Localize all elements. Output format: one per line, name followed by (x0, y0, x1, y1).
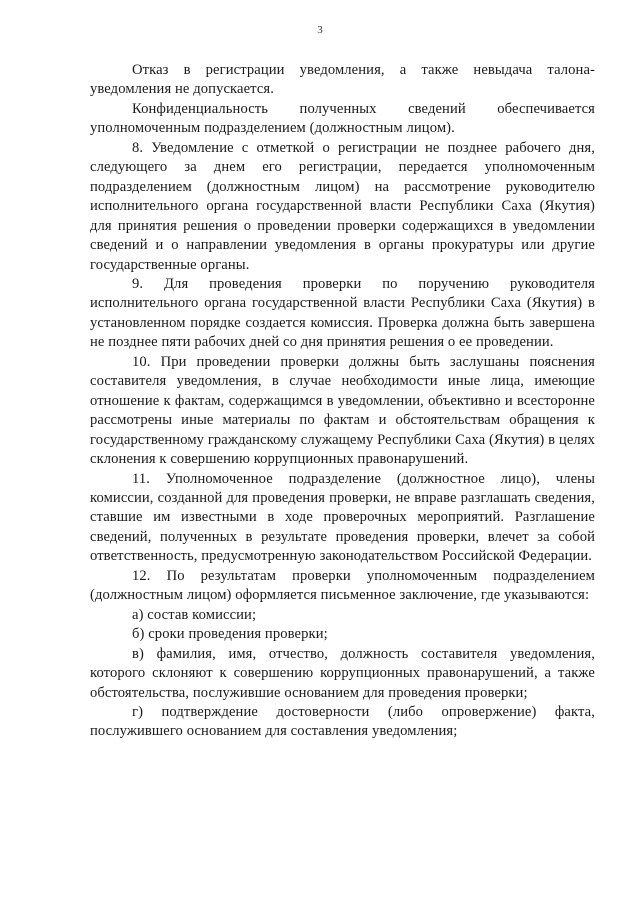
list-item-b: б) сроки проведения проверки; (132, 626, 328, 643)
paragraph-refusal: Отказ в регистрации уведомления, а также невыдача талона-уведомления не допускается. (90, 62, 595, 98)
list-item-g: г) подтверждение достоверности (либо опровержение) факта, послужившего основанием для составления уведомления; (90, 703, 595, 740)
paragraph-10: 10. При проведении проверки должны быть заслушаны пояснения составителя уведомления, в случае необходимости иные лица, имеющие отношение к фактам, содержащимся в уведомлении, объективно и всесторонне рассмотрены иные материалы по фактам и обстоятельствам обращения к государственному гражданскому служащему Республики Саха (Якутия) в целях склонения к совершению коррупционных правонарушений. (90, 353, 595, 468)
page-number: 3 (317, 24, 323, 36)
document-body (90, 61, 595, 742)
paragraph-8: 8. Уведомление с отметкой о регистрации не позднее рабочего дня, следующего за днем его регистрации, передается уполномоченным подразделением (должностным лицом) на рассмотрение руководителю исполнительного органа государственной власти Республики Саха (Якутия) для принятия решения о проведении проверки содержащихся в уведомлении сведений и о направлении уведомления в органы прокуратуры или другие государственные органы. (90, 139, 595, 273)
paragraph-12: 12. По результатам проверки уполномоченным подразделением (должностным лицом) оформляется письменное заключение, где указываются: (90, 567, 595, 604)
paragraph-11: 11. Уполномоченное подразделение (должностное лицо), члены комиссии, созданной для проведения проверки, не вправе разглашать сведения, ставшие им известными в ходе проверочных мероприятий. Разглашение сведений, полученных в результате проведения проверки, влечет за собой ответственность, предусмотренную законодательством Российской Федерации. (90, 470, 595, 565)
paragraph-confidentiality: Конфиденциальность полученных сведений обеспечивается уполномоченным подразделением (должностным лицом). (90, 100, 595, 137)
list-item-a: а) состав комиссии; (132, 606, 257, 623)
list-item-v: в) фамилия, имя, отчество, должность составителя уведомления, которого склоняют к совершению коррупционных правонарушений, а также обстоятельства, послужившие основанием для проведения проверки; (90, 645, 595, 701)
paragraph-9: 9. Для проведения проверки по поручению руководителя исполнительного органа государственной власти Республики Саха (Якутия) в установленном порядке создается комиссия. Проверка должна быть завершена не позднее пяти рабочих дней со дня принятия решения о ее проведении. (90, 275, 595, 351)
